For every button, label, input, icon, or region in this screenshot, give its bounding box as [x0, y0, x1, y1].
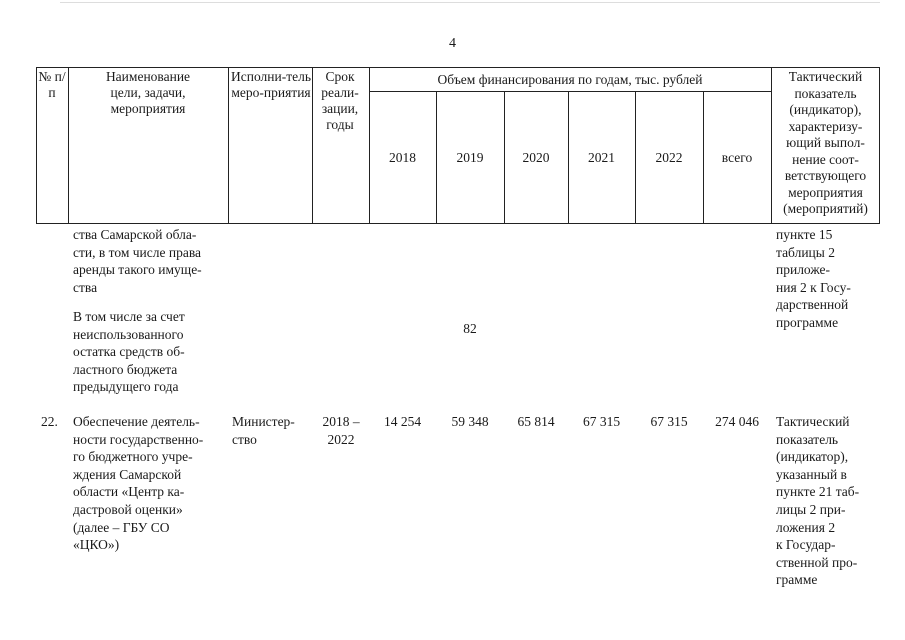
border-col4	[369, 67, 370, 224]
border-col-indicator	[771, 67, 772, 224]
row-22-executor	[232, 413, 310, 448]
header-year-2021: 2021	[588, 150, 615, 165]
text-line: ственной про-	[776, 554, 858, 570]
header-bottom-border	[36, 223, 879, 224]
text-line: ждения Самарской	[73, 466, 182, 482]
text-line: дарственной	[776, 297, 849, 313]
text-line: ство	[232, 431, 257, 447]
text-line: ности государственно-	[73, 431, 204, 447]
text-line: указанный в	[776, 466, 847, 482]
text-line: программе	[776, 314, 839, 330]
row-22-period	[314, 413, 368, 448]
page-number: 4	[449, 36, 456, 51]
text-line: го бюджетного учре-	[73, 449, 193, 465]
border-left	[36, 67, 37, 224]
header-total: всего	[721, 150, 753, 165]
continuation-name	[73, 226, 228, 296]
table-top-border	[36, 67, 879, 68]
text-line: ства	[73, 279, 98, 295]
text-line: показатель	[776, 431, 839, 447]
border-col2	[228, 67, 229, 224]
text-line: приложе-	[776, 262, 830, 278]
text-line: аренды такого имуще-	[73, 262, 202, 278]
text-line: пункте 15	[776, 227, 833, 242]
scan-artifact-top	[60, 2, 880, 3]
row-22-2018: 14 254	[383, 414, 422, 429]
header-funding: Объем финансирования по годам, тыс. рублей	[437, 72, 703, 87]
text-line: дастровой оценки»	[73, 501, 183, 517]
row-22-2022: 67 315	[650, 414, 688, 429]
row-22-number: 22.	[41, 414, 58, 429]
text-line: к Государ-	[776, 537, 836, 553]
header-executor: Исполни-тель меро-приятия	[231, 69, 312, 100]
header-year-2019: 2019	[456, 150, 484, 165]
text-line: «ЦКО»)	[73, 537, 120, 553]
text-line: Тактический	[776, 414, 850, 429]
row-22-indicator	[776, 413, 881, 589]
row-22-2021: 67 315	[582, 414, 621, 429]
row-22-2020: 65 814	[517, 414, 555, 429]
header-indicator: Тактический показатель (индикатор), характеризу-ющий выпол-нение соот-ветствующего мероприятия (мероприятий)	[783, 69, 868, 216]
row-22-2019: 59 348	[451, 414, 489, 429]
text-line: (индикатор),	[776, 449, 849, 465]
text-line: остатка средств об-	[73, 344, 185, 360]
header-year-2022: 2022	[655, 150, 683, 165]
header-year-2018: 2018	[389, 150, 416, 165]
text-line: Министер-	[232, 414, 295, 429]
row-22-total: 274 046	[715, 414, 759, 429]
text-line: грамме	[776, 572, 818, 588]
text-line: 2022	[327, 431, 355, 447]
header-year-2020: 2020	[522, 150, 550, 165]
continuation-indicator	[776, 226, 881, 332]
funding-subheader-border	[369, 91, 771, 92]
subitem-name	[73, 308, 228, 396]
text-line: сти, в том числе права	[73, 244, 202, 260]
text-line: ства Самарской обла-	[73, 227, 197, 242]
text-line: лицы 2 при-	[776, 501, 846, 517]
header-period: Срок реали-зации, годы	[321, 69, 359, 132]
text-line: таблицы 2	[776, 244, 835, 260]
row-22-name	[73, 413, 228, 554]
text-line: (далее – ГБУ СО	[73, 519, 170, 535]
text-line: ложения 2	[776, 519, 836, 535]
text-line: В том числе за счет	[73, 309, 185, 324]
border-col3	[312, 67, 313, 224]
border-right	[879, 67, 880, 224]
text-line: предыдущего года	[73, 379, 179, 395]
subitem-2019-value: 82	[463, 321, 477, 336]
text-line: ния 2 к Госу-	[776, 279, 851, 295]
text-line: неиспользованного	[73, 326, 184, 342]
text-line: 2018 –	[322, 414, 360, 429]
border-col1	[68, 67, 69, 224]
header-name: Наименование цели, задачи, мероприятия	[105, 69, 191, 116]
text-line: пункте 21 таб-	[776, 484, 860, 500]
text-line: Обеспечение деятель-	[73, 414, 200, 429]
text-line: ластного бюджета	[73, 361, 178, 377]
header-number: № п/п	[38, 69, 66, 100]
text-line: области «Центр ка-	[73, 484, 185, 500]
